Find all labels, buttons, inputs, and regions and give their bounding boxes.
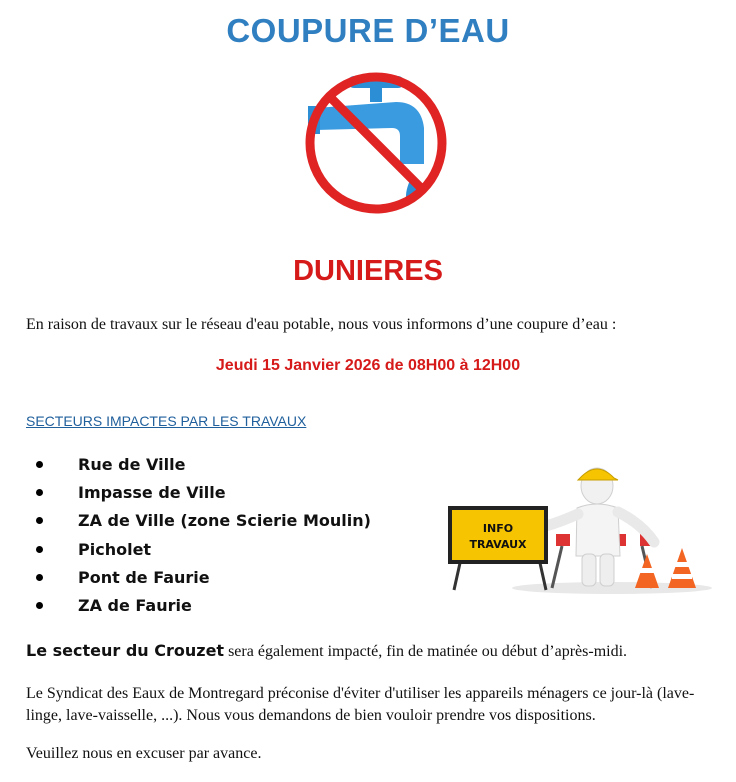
bullet-icon [36, 574, 43, 581]
cone-stripe [640, 568, 654, 573]
list-item [36, 535, 371, 563]
barrier-leg [552, 546, 562, 588]
outage-date: Jeudi 15 Janvier 2026 de 08H00 à 12H00 [215, 357, 521, 374]
list-item [36, 478, 371, 506]
traffic-cone-icon [668, 548, 696, 588]
info-sign [450, 508, 546, 562]
no-water-tap-icon [296, 68, 456, 218]
worker-arm [546, 514, 578, 526]
bullet-icon [36, 517, 43, 524]
crouzet-bold: Le secteur du Crouzet [26, 641, 225, 660]
town-name: DUNIERES [293, 255, 443, 287]
notice-title: COUPURE D’EAU [226, 12, 510, 49]
list-item [36, 563, 371, 591]
hard-hat-icon [578, 469, 618, 480]
list-item [36, 591, 371, 619]
crouzet-notice [26, 641, 627, 661]
crouzet-rest: sera également impacté, fin de matinée ou début d’après-midi. [224, 643, 628, 660]
street-name: Pont de Faurie [78, 567, 210, 587]
bullet-icon [36, 602, 43, 609]
tap-stem [370, 86, 382, 102]
sign-line2: TRAVAUX [469, 538, 527, 551]
street-list [36, 450, 371, 620]
street-name: ZA de Ville (zone Scierie Moulin) [78, 511, 371, 531]
syndicat-paragraph: Le Syndicat des Eaux de Montregard préconise d'éviter d'utiliser les appareils ménagers ce jour-là (lave-linge, lave-vaisselle, ...). Nous vous demandons de bien vouloir prendre vos dispositions. [26, 685, 695, 724]
street-name: Rue de Ville [78, 454, 186, 474]
sectors-heading: SECTEURS IMPACTES PAR LES TRAVAUX [26, 413, 307, 429]
cone-stripe [672, 574, 692, 579]
apology-text: Veuillez nous en excuser par avance. [26, 745, 262, 762]
intro-text: En raison de travaux sur le réseau d'eau potable, nous vous informons d’une coupure d’eau : [26, 316, 617, 333]
sign-line1: INFO [482, 522, 514, 535]
street-name: ZA de Faurie [78, 596, 192, 616]
bullet-icon [36, 546, 43, 553]
barrier-stripe [626, 534, 640, 546]
cone-stripe [674, 562, 690, 567]
list-item [36, 450, 371, 478]
worker-leg [600, 554, 614, 586]
bullet-icon [36, 489, 43, 496]
street-name: Picholet [78, 539, 152, 559]
worker-leg [582, 554, 596, 586]
construction-worker-illustration [442, 456, 718, 596]
bullet-icon [36, 461, 43, 468]
street-name: Impasse de Ville [78, 482, 226, 502]
list-item [36, 507, 371, 535]
